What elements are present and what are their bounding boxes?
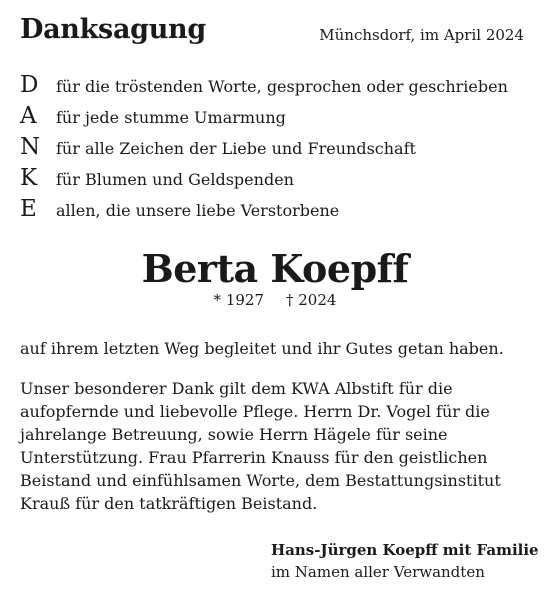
life-dates <box>0 291 550 309</box>
danke-letter: N <box>20 134 41 160</box>
danke-letter: D <box>20 72 39 98</box>
danke-row-e <box>20 194 339 224</box>
danke-row-k <box>20 163 294 193</box>
danke-text: allen, die unsere liebe Verstorbene <box>56 201 340 220</box>
danke-row-d <box>20 70 508 100</box>
birth-year: * 1927 <box>213 291 264 309</box>
danke-text: für die tröstenden Worte, gesprochen oder geschrieben <box>56 77 508 96</box>
danke-letter: E <box>20 196 37 222</box>
place-date: Münchsdorf, im April 2024 <box>319 26 524 44</box>
danke-letter: K <box>20 165 38 191</box>
signature-relatives: im Namen aller Verwandten <box>271 563 485 581</box>
deceased-name: Berta Koepff <box>141 246 409 291</box>
danke-row-a <box>20 101 286 131</box>
danke-text: für alle Zeichen der Liebe und Freundschaft <box>56 139 416 158</box>
danke-letter: A <box>20 103 37 129</box>
closing-line: auf ihrem letzten Weg begleitet und ihr Gutes getan haben. <box>20 339 504 358</box>
signature-family: Hans-Jürgen Koepff mit Familie <box>271 541 539 559</box>
danke-text: für Blumen und Geldspenden <box>56 170 294 189</box>
page-title: Danksagung <box>20 14 206 45</box>
danke-row-n <box>20 132 416 162</box>
thanks-paragraph: Unser besonderer Dank gilt dem KWA Albstift für die aufopfernde und liebevolle Pflege. Herrn Dr. Vogel für die jahrelange Betreuung, sowie Herrn Hägele für seine Unterstützung. Frau Pfarrerin Knauss für den geistlichen Beistand und einfühlsamen Worte, dem Bestattungsinstitut Krauß für den tatkräftigen Beistand. <box>20 379 501 513</box>
death-year: † 2024 <box>286 291 337 309</box>
danke-text: für jede stumme Umarmung <box>56 108 286 127</box>
